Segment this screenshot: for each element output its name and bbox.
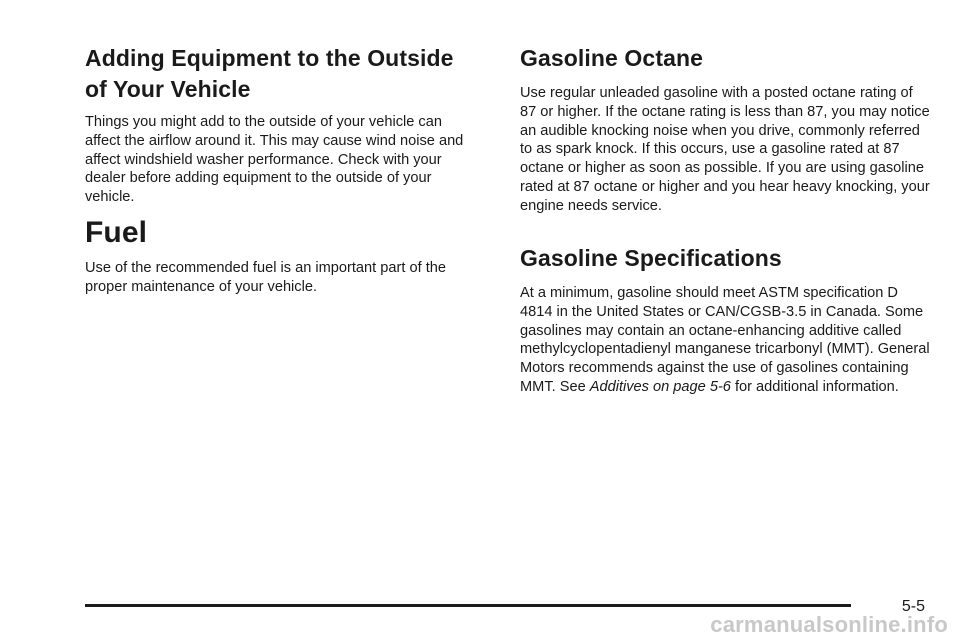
additives-page-reference-link[interactable]: Additives on page 5-6 bbox=[589, 378, 731, 395]
footer-rule bbox=[85, 604, 851, 607]
adding-equipment-paragraph: Things you might add to the outside of your vehicle can affect the airflow around it. This may cause wind noise and affect windshield washer performance. Check with your dealer before adding equipment to the outside of your vehicle. bbox=[85, 114, 464, 206]
section-title-gasoline-specifications: Gasoline Specifications bbox=[520, 245, 782, 271]
fuel-paragraph: Use of the recommended fuel is an important part of the proper maintenance of your vehicle. bbox=[85, 260, 446, 295]
section-title-gasoline-octane: Gasoline Octane bbox=[520, 45, 704, 71]
section-title-line: Adding Equipment to the Outside bbox=[85, 45, 454, 71]
gasoline-octane-paragraph: Use regular unleaded gasoline with a posted octane rating of 87 or higher. If the octane rating is less than 87, you may notice an audible knocking noise when you drive, commonly referred to as spark knock. If this occurs, use a gasoline rated at 87 octane or higher as soon as possible. If you are using gasoline rated at 87 octane or higher and you hear heavy knocking, your engine needs service. bbox=[520, 85, 930, 214]
gasoline-specifications-paragraph bbox=[520, 284, 930, 397]
specs-text-before: At a minimum, gasoline should meet ASTM specification D 4814 in the United States or CAN/CGSB-3.5 in Canada. Some gasolines may contain an octane-enhancing additive called methylcyclopentadienyl manganese tricarbonyl (MMT). General Motors recommends against the use of gasolines containing MMT. See bbox=[520, 285, 930, 395]
watermark: carmanualsonline.info bbox=[710, 612, 948, 637]
section-title-fuel: Fuel bbox=[85, 216, 148, 249]
section-title-adding-equipment bbox=[85, 43, 454, 105]
specs-text-after: for additional information. bbox=[730, 378, 899, 395]
page-number: 5-5 bbox=[901, 598, 925, 615]
section-title-line: of Your Vehicle bbox=[85, 76, 251, 102]
